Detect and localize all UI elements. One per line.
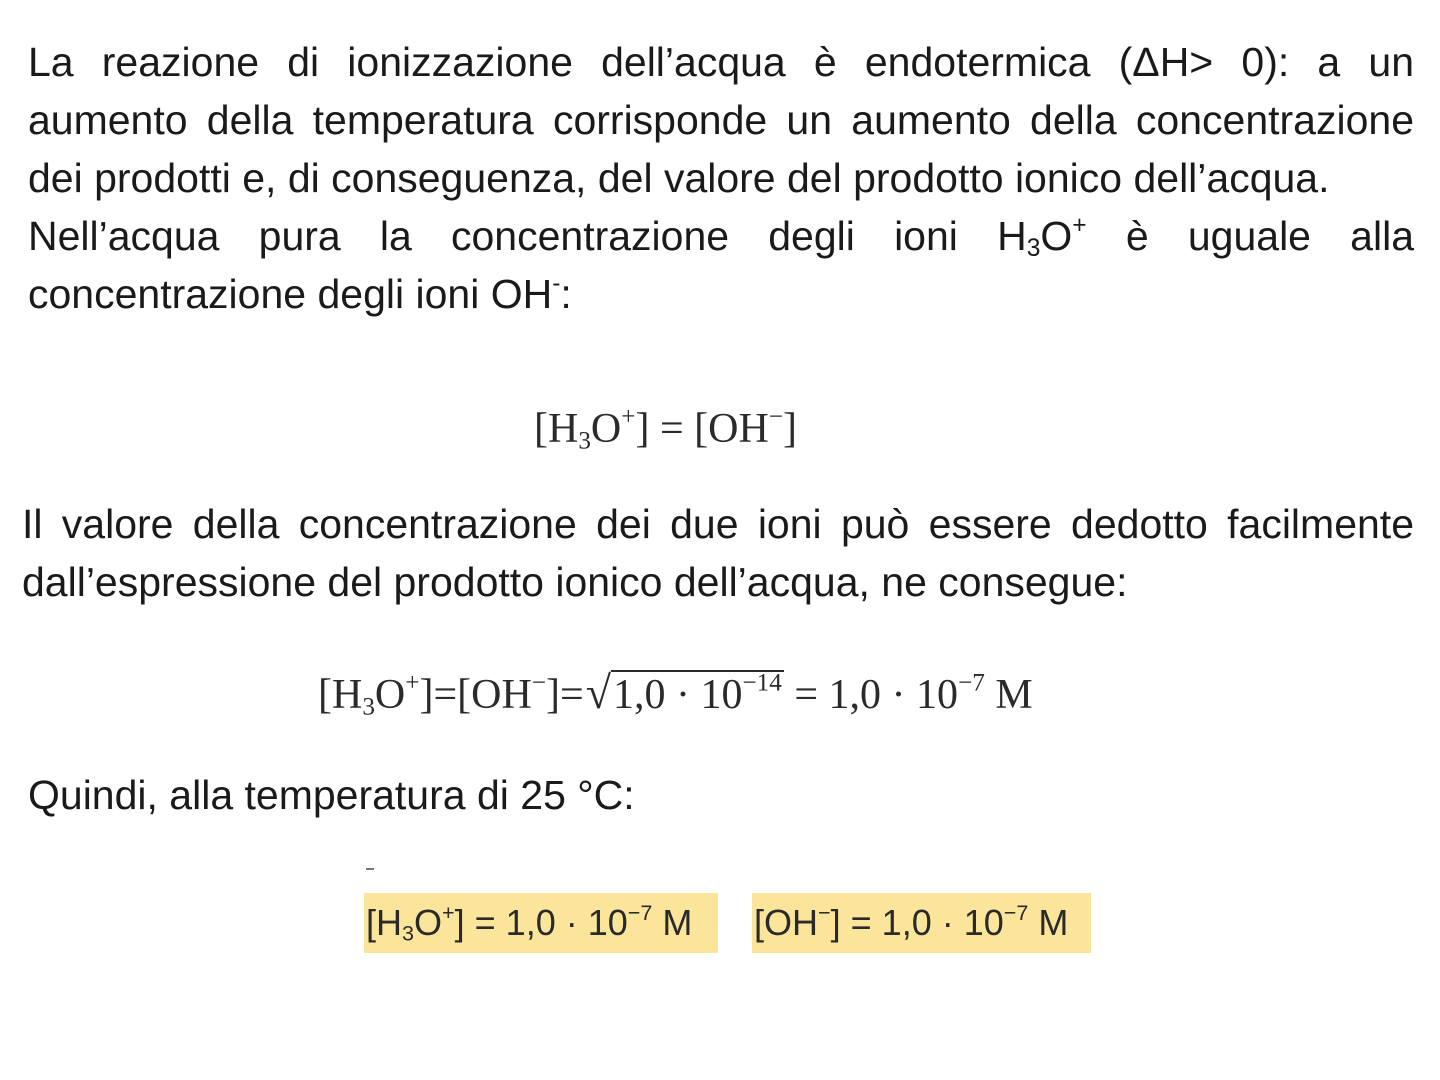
radicand: [611, 670, 784, 718]
r1-h3-subscript: 3: [402, 920, 415, 946]
sqrt-sign-icon: √: [585, 667, 611, 718]
r2-minus-charge: −: [818, 899, 831, 925]
eq2-plus-charge: +: [405, 669, 420, 697]
temperature-text: Quindi, alla temperatura di 25 °C:: [28, 772, 635, 818]
deduction-text: Il valore della concentrazione dei due ioni può essere dedotto facilmente dall’espressione del prodotto ionico dell’acqua, ne consegue:: [22, 501, 1414, 605]
intro-text: La reazione di ionizzazione dell’acqua è endotermica (ΔH> 0): a un aumento della temperatura corrisponde un aumento della concentrazione dei prodotti e, di conseguenza, del valore del prodotto ionico dell’acqua.: [28, 39, 1414, 201]
oh-charge: -: [552, 269, 561, 297]
r1-o: O: [414, 902, 443, 943]
radicand-base: 1,0 · 10: [612, 672, 743, 718]
pure-water-text-end: :: [560, 271, 572, 317]
r2-unit: M: [1028, 902, 1069, 943]
small-dash-mark: [366, 868, 374, 870]
r1-plus-charge: +: [442, 899, 455, 925]
square-root: [584, 666, 784, 719]
eq1-minus-charge: −: [768, 403, 784, 431]
eq1-h3-subscript: 3: [578, 427, 591, 455]
eq1-o: O: [590, 406, 622, 452]
eq2-o: O: [374, 672, 406, 718]
intro-paragraph: [28, 33, 1414, 323]
r1-h-open: [H: [366, 902, 402, 943]
eq2-unit: M: [984, 672, 1033, 718]
eq1-plus-charge: +: [621, 403, 636, 431]
eq2-minus-charge: −: [531, 669, 547, 697]
eq2-h-open: [H: [318, 672, 363, 718]
pure-water-text-middle: è uguale alla concentrazione degli ioni OH: [28, 213, 1414, 317]
equality-equation: [534, 405, 797, 453]
h3o-result-highlight: [364, 893, 718, 953]
eq2-result-exponent: −7: [958, 669, 985, 697]
r2-oh-open: [OH: [754, 902, 819, 943]
radicand-exponent: −14: [742, 669, 782, 697]
sqrt-equation: [318, 666, 1033, 719]
pure-water-text-start: Nell’acqua pura la concentrazione degli ioni H: [28, 213, 1027, 259]
r1-exponent: −7: [627, 899, 653, 925]
eq2-h3-subscript: 3: [362, 693, 375, 721]
eq2-equals: ]=: [546, 672, 584, 718]
eq1-close: ]: [783, 406, 798, 452]
eq1-lhs-open: [H: [534, 406, 579, 452]
h3o-o: O: [1040, 213, 1073, 259]
eq2-result: = 1,0 · 10: [783, 672, 959, 718]
r2-value: ] = 1,0 · 10: [830, 902, 1004, 943]
h3o-subscript: 3: [1026, 235, 1041, 263]
r1-unit: M: [652, 902, 693, 943]
r2-exponent: −7: [1003, 899, 1029, 925]
deduction-paragraph: [22, 495, 1414, 611]
oh-result-highlight: [752, 893, 1091, 953]
eq2-oh: ]=[OH: [419, 672, 532, 718]
temperature-paragraph: [28, 766, 1414, 824]
r1-value: ] = 1,0 · 10: [454, 902, 628, 943]
h3o-charge: +: [1072, 211, 1087, 239]
eq1-middle: ] = [OH: [635, 406, 769, 452]
